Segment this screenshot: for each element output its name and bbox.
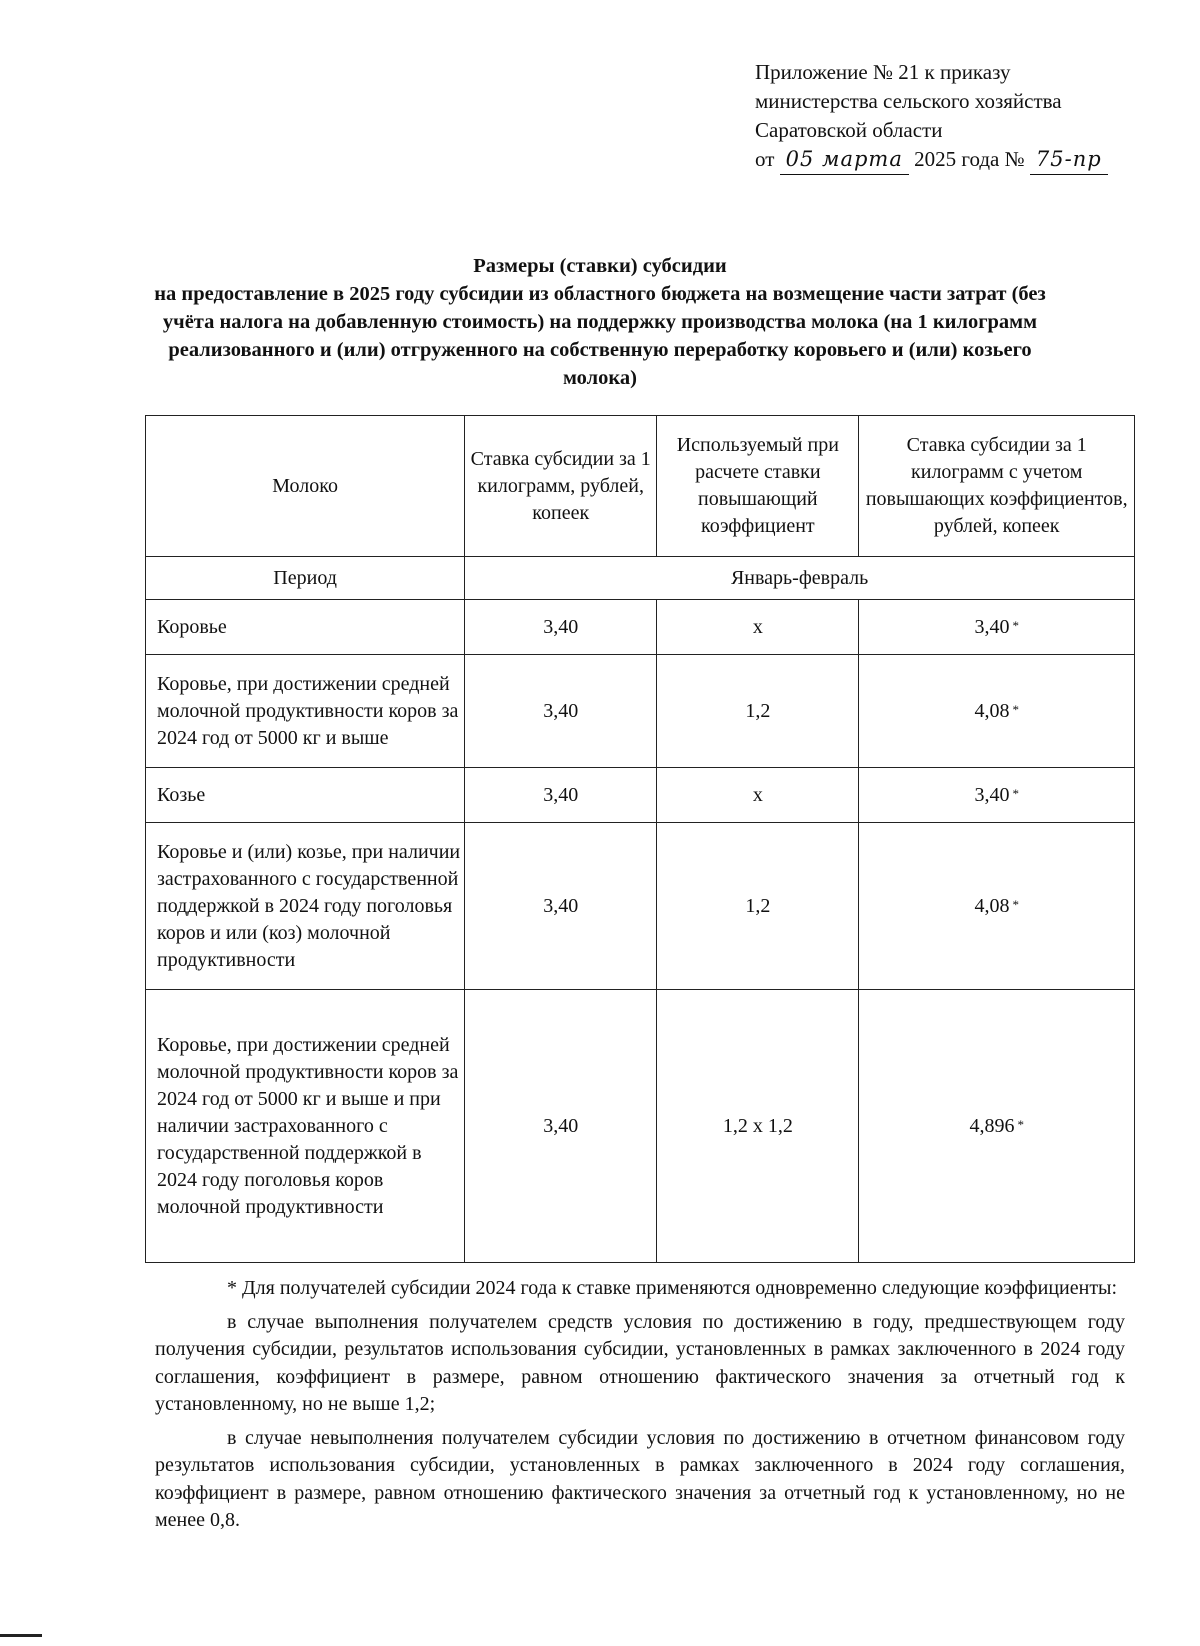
row-coefficient: 1,2	[657, 655, 859, 768]
row-result	[859, 655, 1135, 768]
header-milk: Молоко	[146, 416, 465, 557]
header-line-3: Саратовской области	[755, 118, 943, 142]
row-result	[859, 823, 1135, 990]
note-paragraph-3: в случае невыполнения получателем субсидии условия по достижению в отчетном финансовом году результатов использования субсидии, установленных в рамках заключенного в 2024 году соглашения, коэффициент в размере, равном отношению фактического значения за отчетный год к установленному, но не менее 0,8.	[155, 1426, 1125, 1531]
table-row	[146, 823, 1135, 990]
row-label: Коровье	[146, 600, 465, 655]
table-row	[146, 768, 1135, 823]
period-label: Период	[146, 557, 465, 600]
period-value: Январь-февраль	[465, 557, 1135, 600]
row-coefficient: х	[657, 768, 859, 823]
footnote-notes	[155, 1275, 1125, 1541]
row-coefficient: х	[657, 600, 859, 655]
row-result-value: 3,40	[974, 783, 1010, 806]
row-rate: 3,40	[465, 655, 657, 768]
header-line-1: Приложение № 21 к приказу	[755, 60, 1011, 84]
row-coefficient: 1,2 х 1,2	[657, 990, 859, 1263]
title-line-2: на предоставление в 2025 году субсидии из областного бюджета на возмещение части затрат (без учёта налога на добавленную стоимость) на поддержку производства молока (на 1 килограмм реализованного и (или) отгруженного на собственную переработку коровьего и (или) козьего молока)	[154, 283, 1046, 389]
row-coefficient: 1,2	[657, 823, 859, 990]
footnote-mark: *	[1012, 701, 1019, 717]
page-edge-mark	[0, 1634, 42, 1637]
table-row	[146, 600, 1135, 655]
handwritten-date: 05 марта	[780, 145, 909, 175]
note-paragraph-2: в случае выполнения получателем средств условия по достижению в году, предшествующем году получения субсидии, результатов использования субсидии, установленных в рамках заключенного в 2024 году соглашения, коэффициент в размере, равном отношению фактического значения за отчетный год к установленному, но не выше 1,2;	[155, 1310, 1125, 1415]
row-label: Коровье, при достижении средней молочной продуктивности коров за 2024 год от 5000 кг и выше	[146, 655, 465, 768]
row-result-value: 4,896	[969, 1114, 1015, 1137]
row-result-value: 4,08	[974, 894, 1010, 917]
header-rate: Ставка субсидии за 1 килограмм, рублей, копеек	[465, 416, 657, 557]
row-rate: 3,40	[465, 600, 657, 655]
handwritten-order-number: 75-пр	[1030, 145, 1108, 175]
header-line-4	[755, 145, 1175, 175]
table-row	[146, 655, 1135, 768]
row-rate: 3,40	[465, 823, 657, 990]
appendix-header	[755, 58, 1175, 175]
row-result	[859, 990, 1135, 1263]
row-label: Коровье и (или) козье, при наличии застрахованного с государственной поддержкой в 2024 году поголовья коров и или (коз) молочной продуктивности	[146, 823, 465, 990]
subsidy-rates-table	[145, 415, 1135, 1263]
header-line-2: министерства сельского хозяйства	[755, 89, 1062, 113]
footnote-mark: *	[1017, 1116, 1024, 1132]
header-rate-with-coefficients: Ставка субсидии за 1 килограмм с учетом повышающих коэффициентов, рублей, копеек	[859, 416, 1135, 557]
header-year: 2025 года №	[914, 147, 1025, 171]
header-date-prefix: от	[755, 147, 775, 171]
note-paragraph-1: * Для получателей субсидии 2024 года к ставке применяются одновременно следующие коэффициенты:	[227, 1277, 1118, 1299]
footnote-mark: *	[1012, 617, 1019, 633]
row-result-value: 4,08	[974, 699, 1010, 722]
table-header-row	[146, 416, 1135, 557]
row-label: Козье	[146, 768, 465, 823]
period-row	[146, 557, 1135, 600]
row-result	[859, 768, 1135, 823]
table-row	[146, 990, 1135, 1263]
row-rate: 3,40	[465, 768, 657, 823]
row-result	[859, 600, 1135, 655]
footnote-mark: *	[1012, 785, 1019, 801]
title-line-1: Размеры (ставки) субсидии	[473, 255, 727, 277]
row-label: Коровье, при достижении средней молочной продуктивности коров за 2024 год от 5000 кг и выше и при наличии застрахованного с государственной поддержкой в 2024 году поголовья коров молочной продуктивности	[146, 990, 465, 1263]
footnote-mark: *	[1012, 896, 1019, 912]
document-title	[150, 252, 1050, 392]
header-coefficient: Используемый при расчете ставки повышающий коэффициент	[657, 416, 859, 557]
row-result-value: 3,40	[974, 615, 1010, 638]
row-rate: 3,40	[465, 990, 657, 1263]
